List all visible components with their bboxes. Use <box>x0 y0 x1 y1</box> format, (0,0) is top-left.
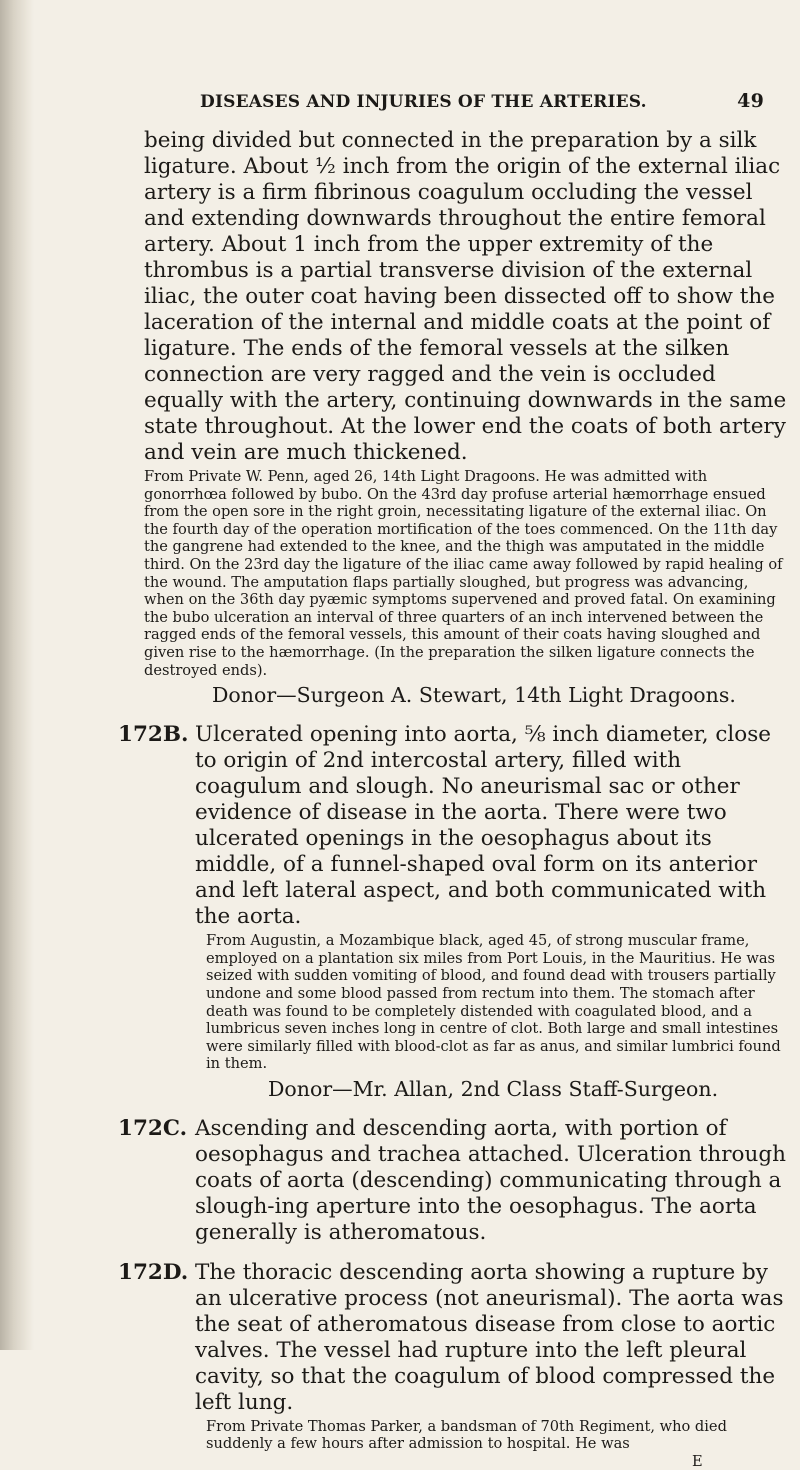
entry-description: Ulcerated opening into aorta, ⅝ inch diameter, close to origin of 2nd intercostal artery, filled with coagulum and slough. No aneurismal sac or other evidence of disease in the aorta. There were two ulcerated openings in the oesophagus about its middle, of a funnel-shaped oval form on its anterior and left lateral aspect, and both communicated with the aorta. <box>195 722 771 930</box>
catalogue-entry-172d <box>100 1260 790 1453</box>
donor-line: Donor—Surgeon A. Stewart, 14th Light Dragoons. <box>212 683 736 708</box>
catalogue-entry-172b <box>100 722 790 1102</box>
entry-description: Ascending and descending aorta, with portion of oesophagus and trachea attached. Ulceration through coats of aorta (descending) communicating through a slough-ing aperture into the oesophagus. The aorta generally is atheromatous. <box>195 1115 786 1245</box>
page-number: 49 <box>737 90 764 112</box>
donor-line: Donor—Mr. Allan, 2nd Class Staff-Surgeon. <box>268 1076 719 1101</box>
signature-mark: E <box>692 1453 703 1470</box>
case-history: From Private W. Penn, aged 26, 14th Light Dragoons. He was admitted with gonorrhœa followed by bubo. On the 43rd day profuse arterial hæmorrhage ensued from the open sore in the right groin, necessitating ligature of the external iliac. On the fourth day of the operation mortification of the toes commenced. On the 11th day the gangrene had extended to the knee, and the thigh was amputated in the middle third. On the 23rd day the ligature of the iliac came away followed by rapid healing of the wound. The amputation flaps partially sloughed, but progress was advancing, when on the 36th day pyæmic symptoms supervened and proved fatal. On examining the bubo ulceration an interval of three quarters of an inch intervened between the ragged ends of the femoral vessels, this amount of their coats having sloughed and given rise to the hæmorrhage. (In the preparation the silken ligature connects the destroyed ends). <box>144 468 783 679</box>
entry-ref: 172B. <box>118 722 189 748</box>
entry-description: The thoracic descending aorta showing a rupture by an ulcerative process (not aneurismal). The aorta was the seat of atheromatous disease from close to aortic valves. The vessel had rupture into the left pleural cavity, so that the coagulum of blood compressed the left lung. <box>195 1259 784 1415</box>
continued-description: being divided but connected in the preparation by a silk ligature. About ½ inch from the origin of the external iliac artery is a firm fibrinous coagulum occluding the vessel and extending downwards throughout the entire femoral artery. About 1 inch from the upper extremity of the thrombus is a partial transverse division of the external iliac, the outer coat having been dissected off to show the laceration of the internal and middle coats at the point of ligature. The ends of the femoral vessels at the silken connection are very ragged and the vein is occluded equally with the artery, continuing downwards in the same state throughout. At the lower end the coats of both artery and vein are much thickened. <box>144 128 787 465</box>
running-title: DISEASES AND INJURIES OF THE ARTERIES. <box>200 92 647 112</box>
case-history: From Private Thomas Parker, a bandsman of 70th Regiment, who died suddenly a few hours after admission to hospital. He was <box>206 1417 727 1453</box>
page-body <box>100 128 790 1470</box>
case-history: From Augustin, a Mozambique black, aged 45, of strong muscular frame, employed on a plantation six miles from Port Louis, in the Mauritius. He was seized with sudden vomiting of blood, and found dead with trousers partially undone and some blood passed from rectum into them. The stomach after death was found to be completely distended with coagulated blood, and a lumbricus seven inches long in centre of clot. Both large and small intestines were similarly filled with blood-clot as far as anus, and similar lumbrici found in them. <box>206 932 781 1073</box>
catalogue-entry-172c <box>100 1116 790 1246</box>
page-gutter-shadow <box>0 0 34 1350</box>
entry-ref: 172C. <box>118 1115 188 1141</box>
entry-ref: 172D. <box>118 1259 189 1285</box>
